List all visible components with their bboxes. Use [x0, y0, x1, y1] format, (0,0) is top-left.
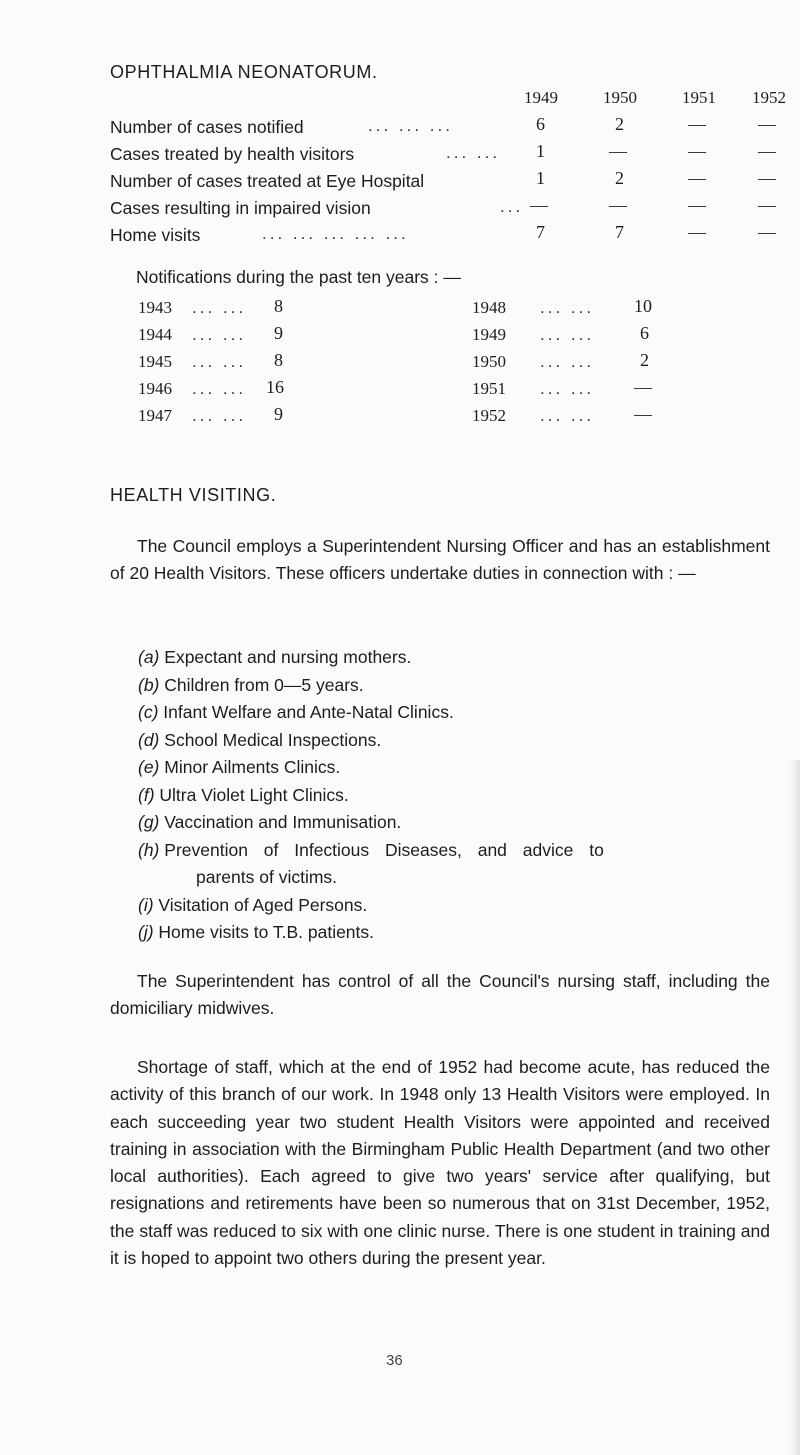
table-cell: —: [688, 168, 706, 188]
list-item-text: Visitation of Aged Persons.: [158, 895, 368, 915]
page-title: OPHTHALMIA NEONATORUM.: [110, 62, 378, 82]
page-number: 36: [386, 1352, 403, 1369]
list-item: [138, 730, 381, 751]
table-row-label: Cases resulting in impaired vision: [110, 198, 371, 218]
section-heading: HEALTH VISITING.: [110, 485, 277, 505]
table-row-label: Cases treated by health visitors: [110, 144, 355, 164]
table-cell: —: [688, 114, 706, 134]
dot-leader: ...: [500, 197, 524, 216]
table-row-label: Home visits: [110, 225, 201, 245]
notification-year: 1950: [472, 352, 506, 371]
list-item-letter: (c): [138, 702, 159, 722]
list-item-text: Prevention of Infectious Diseases, and advice to: [164, 840, 604, 860]
table-cell: —: [758, 195, 776, 215]
table-cell: 7: [615, 222, 624, 242]
dot-leader: ... ...: [540, 406, 595, 425]
list-item-text: Ultra Violet Light Clinics.: [159, 785, 349, 805]
list-item-text: Children from 0—5 years.: [164, 675, 364, 695]
year-header-1951: 1951: [682, 88, 716, 107]
list-item: [138, 840, 770, 861]
table-cell: —: [758, 168, 776, 188]
notification-count: 8: [274, 350, 283, 370]
table-cell: 6: [536, 114, 545, 134]
table-cell: 2: [615, 114, 624, 134]
notifications-caption: Notifications during the past ten years : —: [136, 267, 461, 287]
notification-year: 1946: [138, 379, 172, 398]
notification-year: 1944: [138, 325, 172, 344]
list-item-letter: (b): [138, 675, 160, 695]
table-cell: —: [688, 222, 706, 242]
shortage-paragraph: Shortage of staff, which at the end of 1952 had become acute, has reduced the activity of this branch of our work. In 1948 only 13 Health Visitors were employed. In each succeeding year two student Health Visitors were appointed and received training in association with the Birmingham Public Health Department (and two other local authorities). Each agreed to give two years' service after qualifying, but resignations and retirements have been so numerous that on 31st December, 1952, the staff was reduced to six with one clinic nurse. There is one student in training and it is hoped to appoint two others during the present year.: [110, 1057, 770, 1269]
notification-year: 1945: [138, 352, 172, 371]
list-item-text: Expectant and nursing mothers.: [164, 647, 412, 667]
notification-count: 9: [274, 404, 283, 424]
list-item: [138, 647, 411, 668]
dot-leader: ... ...: [540, 298, 595, 317]
notification-year: 1952: [472, 406, 506, 425]
list-item-letter: (a): [138, 647, 160, 667]
list-item-letter: (d): [138, 730, 160, 750]
table-cell: —: [609, 141, 627, 161]
list-item: [138, 785, 349, 806]
list-item-letter: (g): [138, 812, 160, 832]
list-item-letter: (i): [138, 895, 154, 915]
list-item: [138, 812, 401, 833]
dot-leader: ... ...: [540, 379, 595, 398]
table-cell: —: [758, 141, 776, 161]
list-item-letter: (h): [138, 840, 160, 860]
table-row-label: Number of cases notified: [110, 117, 304, 137]
list-item: [138, 702, 454, 723]
list-item: [138, 675, 364, 696]
notification-count: 6: [640, 323, 649, 343]
year-header-1949: 1949: [524, 88, 558, 107]
table-cell: —: [688, 141, 706, 161]
notification-count: 8: [274, 296, 283, 316]
dot-leader: ... ...: [192, 379, 247, 398]
notification-count: —: [634, 404, 652, 424]
superintendent-paragraph: The Superintendent has control of all the Council's nursing staff, including the domiciliary midwives.: [110, 971, 770, 1019]
table-cell: —: [758, 114, 776, 134]
dot-leader: ... ...: [540, 325, 595, 344]
list-item-text: Vaccination and Immunisation.: [164, 812, 402, 832]
notification-count: 2: [640, 350, 649, 370]
list-item-text: Minor Ailments Clinics.: [164, 757, 341, 777]
list-item-text: Home visits to T.B. patients.: [158, 922, 375, 942]
intro-paragraph: The Council employs a Superintendent Nursing Officer and has an establishment of 20 Health Visitors. These officers undertake duties in connection with : —: [110, 536, 770, 584]
year-header-1952: 1952: [752, 88, 786, 107]
table-cell: —: [609, 195, 627, 215]
notification-count: 16: [266, 377, 284, 397]
list-item-letter: (j): [138, 922, 154, 942]
list-item: [138, 922, 374, 943]
notification-year: 1951: [472, 379, 506, 398]
list-item-text: Infant Welfare and Ante-Natal Clinics.: [163, 702, 454, 722]
table-cell: —: [530, 195, 548, 215]
list-item-continuation: parents of victims.: [196, 867, 338, 887]
notification-year: 1947: [138, 406, 172, 425]
dot-leader: ... ...: [192, 298, 247, 317]
page-edge-shadow: [790, 760, 800, 1455]
list-item: [138, 895, 367, 916]
dot-leader: ... ...: [192, 406, 247, 425]
list-item-letter: (e): [138, 757, 160, 777]
list-item-text: School Medical Inspections.: [164, 730, 382, 750]
list-item-letter: (f): [138, 785, 155, 805]
table-row-label: Number of cases treated at Eye Hospital: [110, 171, 425, 191]
table-cell: 1: [536, 168, 545, 188]
table-cell: —: [758, 222, 776, 242]
dot-leader: ... ...: [192, 352, 247, 371]
dot-leader: ... ... ... ... ...: [262, 224, 409, 243]
table-cell: 2: [615, 168, 624, 188]
table-cell: —: [688, 195, 706, 215]
dot-leader: ... ... ...: [368, 116, 453, 135]
dot-leader: ... ...: [540, 352, 595, 371]
notification-year: 1948: [472, 298, 506, 317]
notification-year: 1949: [472, 325, 506, 344]
notification-count: 10: [634, 296, 652, 316]
notification-year: 1943: [138, 298, 172, 317]
notification-count: —: [634, 377, 652, 397]
table-cell: 1: [536, 141, 545, 161]
list-item: [138, 757, 340, 778]
dot-leader: ... ...: [446, 143, 501, 162]
year-header-1950: 1950: [603, 88, 637, 107]
table-cell: 7: [536, 222, 545, 242]
dot-leader: ... ...: [192, 325, 247, 344]
notification-count: 9: [274, 323, 283, 343]
